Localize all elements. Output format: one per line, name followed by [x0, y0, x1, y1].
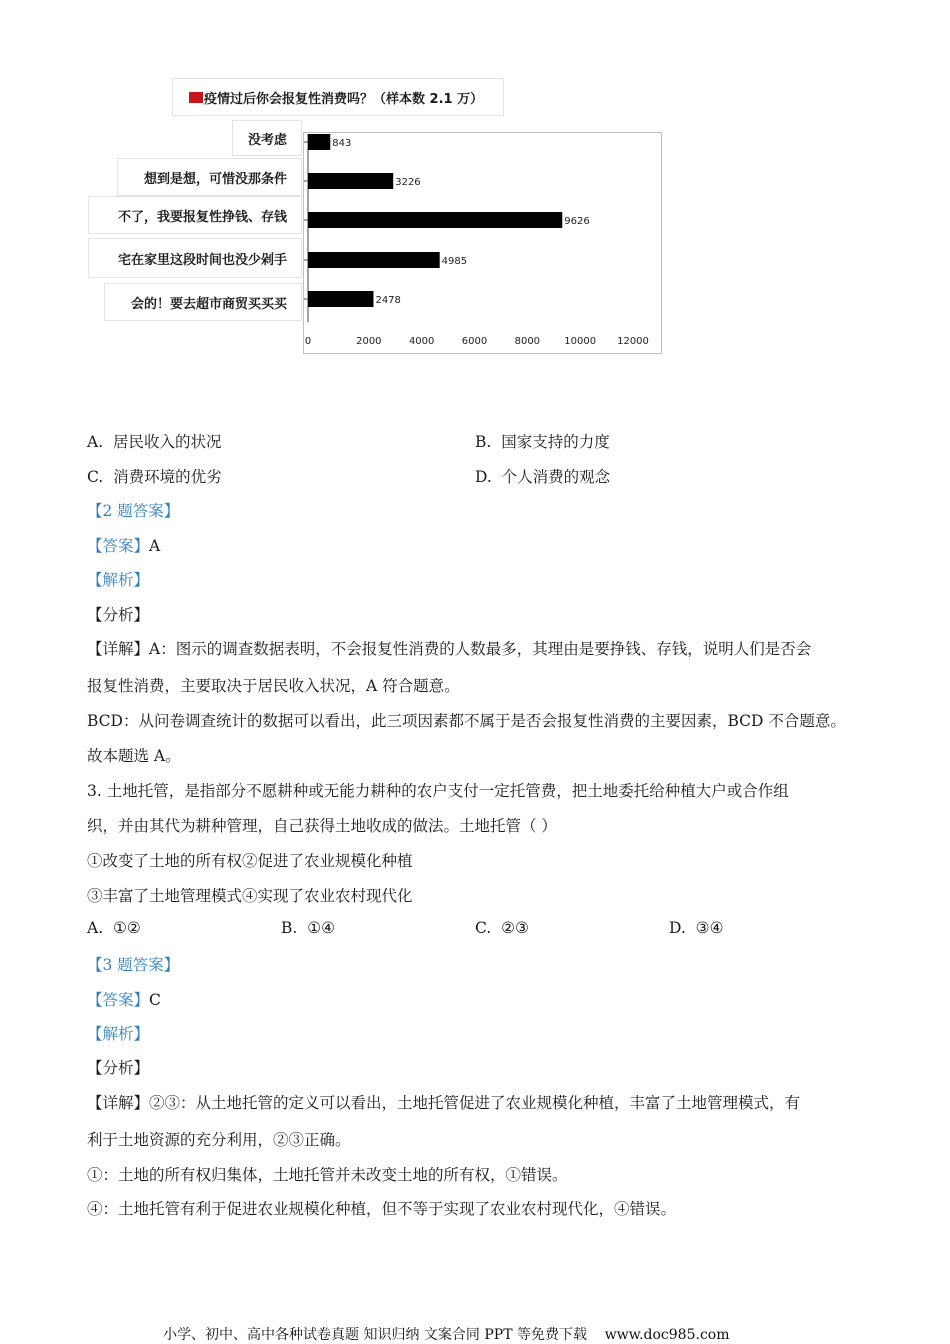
chart-svg — [0, 0, 950, 380]
data-label: 3226 — [395, 177, 421, 188]
q3-option-c: C. ②③ — [475, 919, 529, 937]
q3-stem-line1: 3. 土地托管，是指部分不愿耕种或无能力耕种的农户支付一定托管费，把土地委托给种植大户或合作组 — [87, 782, 789, 800]
option-b: B. 国家支持的力度 — [475, 433, 610, 451]
category-label: 会的！要去超市商贸买买买 — [104, 283, 302, 321]
data-label: 9626 — [564, 216, 590, 227]
option-d: D. 个人消费的观念 — [475, 468, 611, 486]
category-label: 没考虑 — [232, 120, 302, 156]
explain-q3-4: ④：土地托管有利于促进农业规模化种植，但不等于实现了农业农村现代化，④错误。 — [87, 1200, 677, 1218]
x-tick-label: 12000 — [617, 336, 649, 347]
chart-title: 疫情过后你会报复性消费吗？（样本数 2.1 万） — [204, 91, 484, 107]
footer-text: 小学、初中、高中各种试卷真题 知识归纳 文案合同 PPT 等免费下载 — [163, 1327, 587, 1343]
answer-q3: 【答案】C — [87, 991, 161, 1009]
x-tick-label: 4000 — [408, 336, 435, 347]
bar — [308, 134, 330, 150]
bar — [308, 173, 393, 189]
analysis-label-q3: 【解析】 — [87, 1025, 150, 1043]
q3-option-a: A. ①② — [87, 919, 141, 937]
answer-q2: 【答案】A — [87, 537, 161, 555]
answer-header-q3: 【3 题答案】 — [87, 956, 180, 974]
x-tick-label: 10000 — [564, 336, 597, 347]
data-label: 2478 — [375, 295, 401, 306]
category-label: 想到是想，可惜没那条件 — [117, 158, 302, 196]
explain-q3-1: ①：土地的所有权归集体，土地托管并未改变土地的所有权，①错误。 — [87, 1166, 568, 1184]
footer-url[interactable]: www.doc985.com — [604, 1327, 730, 1343]
analysis-label-q2: 【解析】 — [87, 571, 150, 589]
detail-q2-line2: 报复性消费，主要取决于居民收入状况，A 符合题意。 — [87, 677, 460, 695]
q3-option-b: B. ①④ — [281, 919, 335, 937]
q3-stem-line2: 织，并由其代为耕种管理，自己获得土地收成的做法。土地托管（ ） — [87, 817, 557, 835]
footer — [163, 1324, 729, 1344]
data-label: 4985 — [441, 256, 468, 267]
answer-header-q2: 【2 题答案】 — [87, 502, 180, 520]
x-tick-label: 2000 — [356, 336, 382, 347]
detail-q3-line2: 利于土地资源的充分利用，②③正确。 — [87, 1131, 351, 1149]
category-label: 宅在家里这段时间也没少剁手 — [88, 238, 302, 278]
detail-q3-line1: 【详解】②③：从土地托管的定义可以看出，土地托管促进了农业规模化种植，丰富了土地管理模式，有 — [87, 1094, 801, 1112]
bcd-explain: BCD：从问卷调查统计的数据可以看出，此三项因素都不属于是否会报复性消费的主要因素，BCD 不合题意。 — [87, 712, 846, 730]
data-label: 843 — [332, 138, 352, 149]
category-label: 不了，我要报复性挣钱、存钱 — [88, 196, 302, 234]
bar — [308, 252, 440, 268]
option-c: C. 消费环境的优劣 — [87, 468, 222, 486]
detail-q2-line1: 【详解】A：图示的调查数据表明，不会报复性消费的人数最多，其理由是要挣钱、存钱，说明人们是否会 — [87, 640, 812, 658]
option-a: A. 居民收入的状况 — [87, 433, 222, 451]
x-tick-label: 0 — [304, 336, 312, 347]
q3-statement-1: ①改变了土地的所有权②促进了农业规模化种植 — [87, 852, 413, 870]
q3-option-d: D. ③④ — [669, 919, 724, 937]
fenxi-label-q3: 【分析】 — [87, 1059, 150, 1077]
bar — [308, 291, 373, 307]
bar — [308, 212, 562, 228]
x-tick-label: 6000 — [461, 336, 488, 347]
x-tick-label: 8000 — [514, 336, 541, 347]
fenxi-label-q2: 【分析】 — [87, 606, 150, 624]
conclusion-q2: 故本题选 A。 — [87, 747, 181, 765]
q3-statement-2: ③丰富了土地管理模式④实现了农业农村现代化 — [87, 887, 413, 905]
